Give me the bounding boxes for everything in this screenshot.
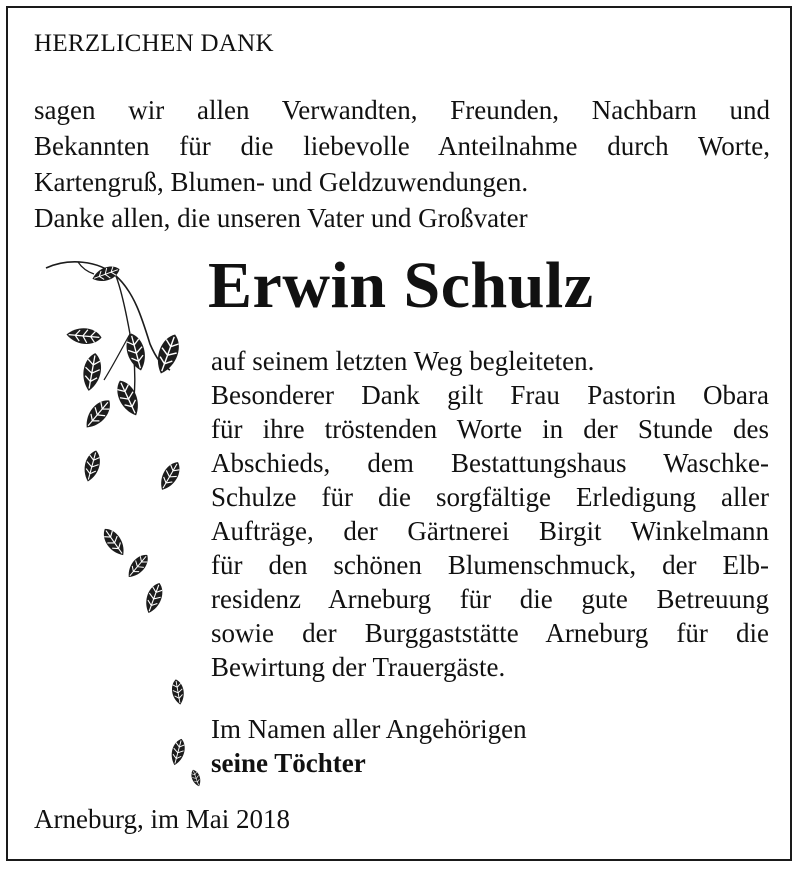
body-line: sowie der Burggaststätte Arneburg für die (211, 618, 769, 648)
deceased-name: Erwin Schulz (208, 249, 594, 322)
heading: HERZLICHEN DANK (34, 30, 274, 57)
falling-leaves-icon (38, 248, 208, 808)
signature-line: Im Namen aller Angehörigen (211, 714, 527, 744)
intro-line: Kartengruß, Blumen- und Geldzuwendungen. (34, 167, 529, 197)
intro-text (34, 92, 770, 236)
body-line: Bewirtung der Trauergäste. (211, 652, 506, 682)
body-line: residenz Arneburg für die gute Betreuung (211, 584, 769, 614)
body-line: Abschieds, dem Bestattungshaus Waschke- (211, 448, 769, 478)
body-line: für ihre tröstenden Worte in der Stunde des (211, 414, 769, 444)
intro-line: Danke allen, die unseren Vater und Großvater (34, 203, 528, 233)
body-line: Aufträge, der Gärtnerei Birgit Winkelmann (211, 516, 769, 546)
body-text (211, 344, 769, 684)
place-date: Arneburg, im Mai 2018 (34, 804, 290, 834)
signature (211, 712, 527, 780)
body-line: Schulze für die sorgfältige Erledigung aller (211, 482, 769, 512)
intro-line: sagen wir allen Verwandten, Freunden, Nachbarn und (34, 95, 770, 125)
body-line: für den schönen Blumenschmuck, der Elb- (211, 550, 769, 580)
obituary-card (6, 6, 792, 861)
intro-line: Bekannten für die liebevolle Anteilnahme durch Worte, (34, 131, 770, 161)
signature-family: seine Töchter (211, 748, 366, 778)
body-line: auf seinem letzten Weg begleiteten. (211, 346, 595, 376)
body-line: Besonderer Dank gilt Frau Pastorin Obara (211, 380, 769, 410)
